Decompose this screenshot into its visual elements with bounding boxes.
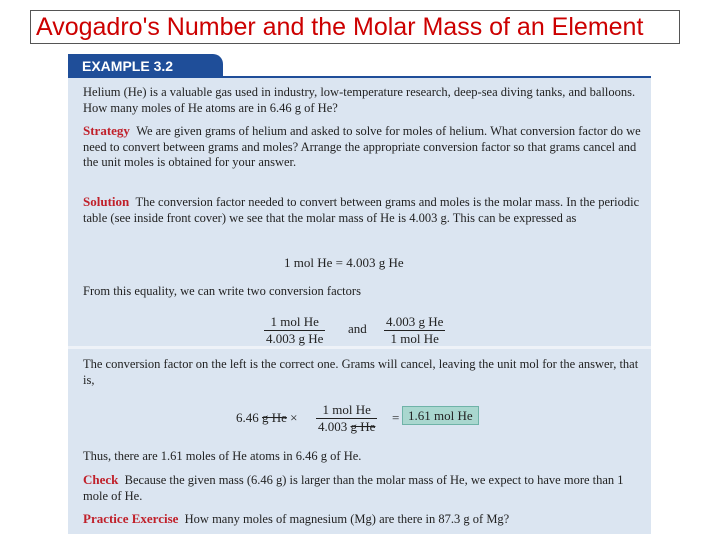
calc-factor-numerator: 1 mol He xyxy=(322,402,371,417)
practice-paragraph xyxy=(83,511,643,528)
solution-paragraph xyxy=(83,194,643,226)
calc-given-unit: g He xyxy=(262,410,287,425)
strategy-text: We are given grams of helium and asked to solve for moles of helium. What conversion factor do we need to convert between grams and moles? Arrange the appropriate conversion factor so that grams cancel and the unit moles is obtained for your answer. xyxy=(83,124,641,170)
factor-left-numerator: 1 mol He xyxy=(270,314,319,329)
panel-divider xyxy=(68,346,651,349)
check-label: Check xyxy=(83,472,119,487)
example-label: EXAMPLE 3.2 xyxy=(68,54,223,78)
thus-text: Thus, there are 1.61 moles of He atoms in 6.46 g of He. xyxy=(83,449,362,463)
practice-text: How many moles of magnesium (Mg) are there in 87.3 g of Mg? xyxy=(184,512,510,526)
calc-result-box xyxy=(402,408,479,424)
strategy-paragraph xyxy=(83,123,643,171)
factor-left xyxy=(264,314,325,347)
calc-den-value: 4.003 xyxy=(318,419,348,434)
example-header xyxy=(68,52,651,78)
equals-sign: = xyxy=(392,410,400,425)
check-paragraph xyxy=(83,472,643,504)
times-sign: × xyxy=(290,410,298,425)
slide-title: Avogadro's Number and the Molar Mass of an Element xyxy=(30,10,680,44)
calc-given-value: 6.46 xyxy=(236,410,259,425)
calc-den-unit: g He xyxy=(350,419,376,434)
factor-right-numerator: 4.003 g He xyxy=(386,314,444,329)
calc-factor xyxy=(316,402,377,435)
calc-given xyxy=(236,410,298,426)
example-panel xyxy=(68,52,651,534)
solution-label: Solution xyxy=(83,194,130,209)
practice-label: Practice Exercise xyxy=(83,511,179,526)
calc-result: 1.61 mol He xyxy=(402,406,479,425)
problem-text: Helium (He) is a valuable gas used in industry, low-temperature research, deep-sea diving tanks, and balloons. How many moles of He atoms are in 6.46 g of He? xyxy=(83,85,636,115)
from-equality-text: From this equality, we can write two conversion factors xyxy=(83,284,361,298)
strategy-label: Strategy xyxy=(83,123,130,138)
header-rule xyxy=(68,76,651,78)
calc-factor-denominator xyxy=(316,418,377,435)
molar-mass-equality: 1 mol He = 4.003 g He xyxy=(284,255,404,270)
factor-right xyxy=(384,314,445,347)
and-word: and xyxy=(348,321,367,336)
correct-factor-text: The conversion factor on the left is the correct one. Grams will cancel, leaving the unit mol for the answer, that is, xyxy=(83,357,639,387)
factor-right-denominator: 1 mol He xyxy=(384,330,445,347)
check-text: Because the given mass (6.46 g) is larger than the molar mass of He, we expect to have more than 1 mole of He. xyxy=(83,473,624,503)
solution-text: The conversion factor needed to convert between grams and moles is the molar mass. In the periodic table (see inside front cover) we see that the molar mass of He is 4.003 g. This can be expressed as xyxy=(83,195,640,225)
factor-left-denominator: 4.003 g He xyxy=(266,331,324,346)
